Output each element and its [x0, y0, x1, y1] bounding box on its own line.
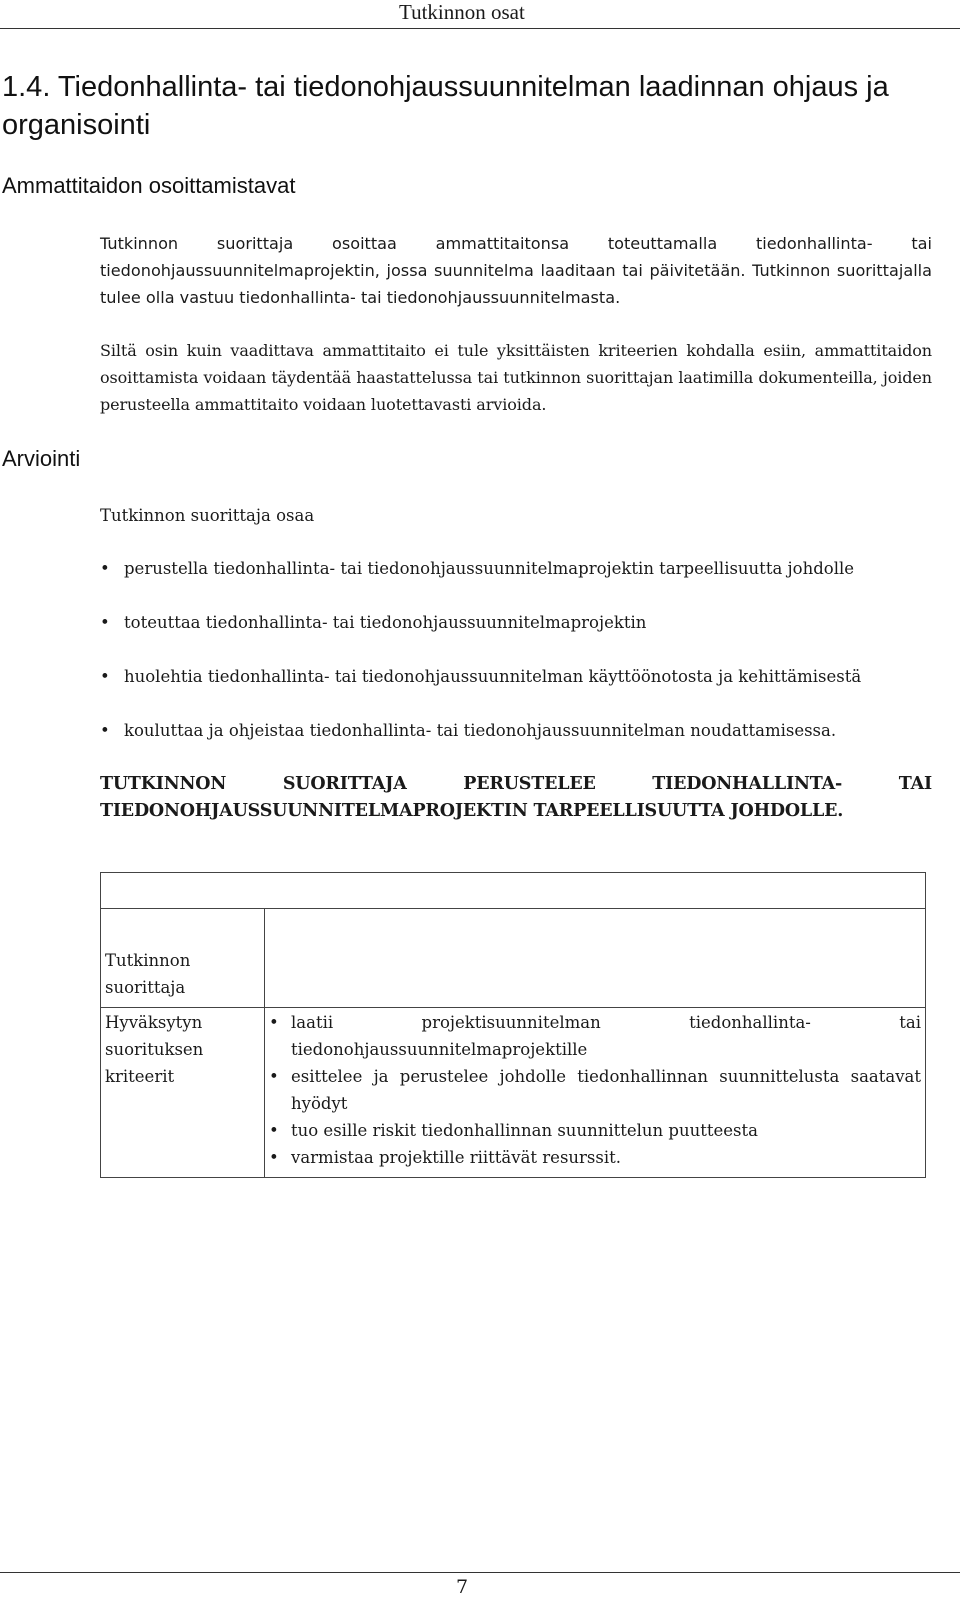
table-row: [101, 909, 926, 1008]
table-header-cell: [101, 873, 926, 909]
criteria-list: [269, 1009, 921, 1171]
proof-methods-heading: Ammattitaidon osoittamistavat: [2, 173, 296, 198]
task-text: perustella tiedonhallinta- tai tiedonohjaussuunnitelmaprojektin tarpeellisuutta johdolle: [124, 559, 855, 578]
table-header-row: [101, 873, 926, 909]
assessment-heading: Arviointi: [2, 446, 81, 471]
bullet-icon: •: [269, 1067, 279, 1086]
bullet-icon: •: [100, 667, 110, 686]
task-text: kouluttaa ja ohjeistaa tiedonhallinta- tai tiedonohjaussuunnitelman noudattamisessa.: [124, 721, 837, 740]
running-header: [0, 0, 960, 30]
header-rule: [0, 28, 960, 29]
bullet-icon: •: [269, 1013, 279, 1032]
bullet-icon: •: [100, 559, 110, 578]
criteria-text: esittelee ja perustelee johdolle tiedonhallinnan suunnittelusta saatavat hyödyt: [291, 1067, 921, 1113]
task-item: [100, 609, 940, 636]
criteria-text: varmistaa projektille riittävät resurssit.: [291, 1148, 622, 1167]
footer-rule: [0, 1572, 960, 1573]
table-row: [101, 1008, 926, 1178]
criteria-item: [269, 1009, 921, 1063]
supplement-paragraph: Siltä osin kuin vaadittava ammattitaito ei tule yksittäisten kriteerien kohdalla esiin, ammattitaidon osoittamista voidaan täydentää haastattelussa tai tutkinnon suorittajan laatimilla dokumenteilla, joiden perusteella ammattitaito voidaan luotettavasti arvioida.: [100, 341, 932, 414]
bullet-icon: •: [100, 721, 110, 740]
criteria-text: laatii projektisuunnitelman tiedonhallinta- tai tiedonohjaussuunnitelmaprojektille: [291, 1013, 921, 1059]
task-item: [100, 555, 940, 582]
bullet-icon: •: [269, 1121, 279, 1140]
page-number: 7: [456, 1576, 469, 1598]
table-row-label: Hyväksytyn suorituksen kriteerit: [101, 1008, 265, 1178]
proof-methods-paragraph: Tutkinnon suorittaja osoittaa ammattitaitonsa toteuttamalla tiedonhallinta- tai tiedonohjaussuunnitelmaprojektin, jossa suunnitelma laaditaan tai päivitetään. Tutkinnon suorittajalla tulee olla vastuu tiedonhallinta- tai tiedonohjaussuunnitelmasta.: [100, 234, 932, 307]
bullet-icon: •: [269, 1148, 279, 1167]
table-row-label: Tutkinnon suorittaja: [101, 909, 265, 1008]
task-text: toteuttaa tiedonhallinta- tai tiedonohjaussuunnitelmaprojektin: [124, 613, 647, 632]
table-empty-cell: [265, 909, 926, 1008]
criteria-cell: [265, 1008, 926, 1178]
task-item: [100, 717, 940, 744]
criteria-item: [269, 1063, 921, 1117]
task-item: [100, 663, 940, 690]
criteria-text: tuo esille riskit tiedonhallinnan suunnittelun puutteesta: [291, 1121, 758, 1140]
task-text: huolehtia tiedonhallinta- tai tiedonohjaussuunnitelman käyttöönotosta ja kehittämisestä: [124, 667, 862, 686]
assessment-intro: Tutkinnon suorittaja osaa: [100, 506, 315, 525]
criteria-item: [269, 1117, 921, 1144]
section-title: 1.4. Tiedonhallinta- tai tiedonohjaussuunnitelman laadinnan ohjaus ja organisointi: [2, 71, 889, 141]
running-title: Tutkinnon osat: [399, 0, 525, 24]
criterion-heading: TUTKINNON SUORITTAJA PERUSTELEE TIEDONHALLINTA- TAI TIEDONOHJAUSSUUNNITELMAPROJEKTIN TARPEELLISUUTTA JOHDOLLE.: [100, 774, 932, 821]
bullet-icon: •: [100, 613, 110, 632]
criteria-item: [269, 1144, 921, 1171]
task-list: [100, 555, 940, 771]
criteria-table: [100, 872, 926, 1178]
